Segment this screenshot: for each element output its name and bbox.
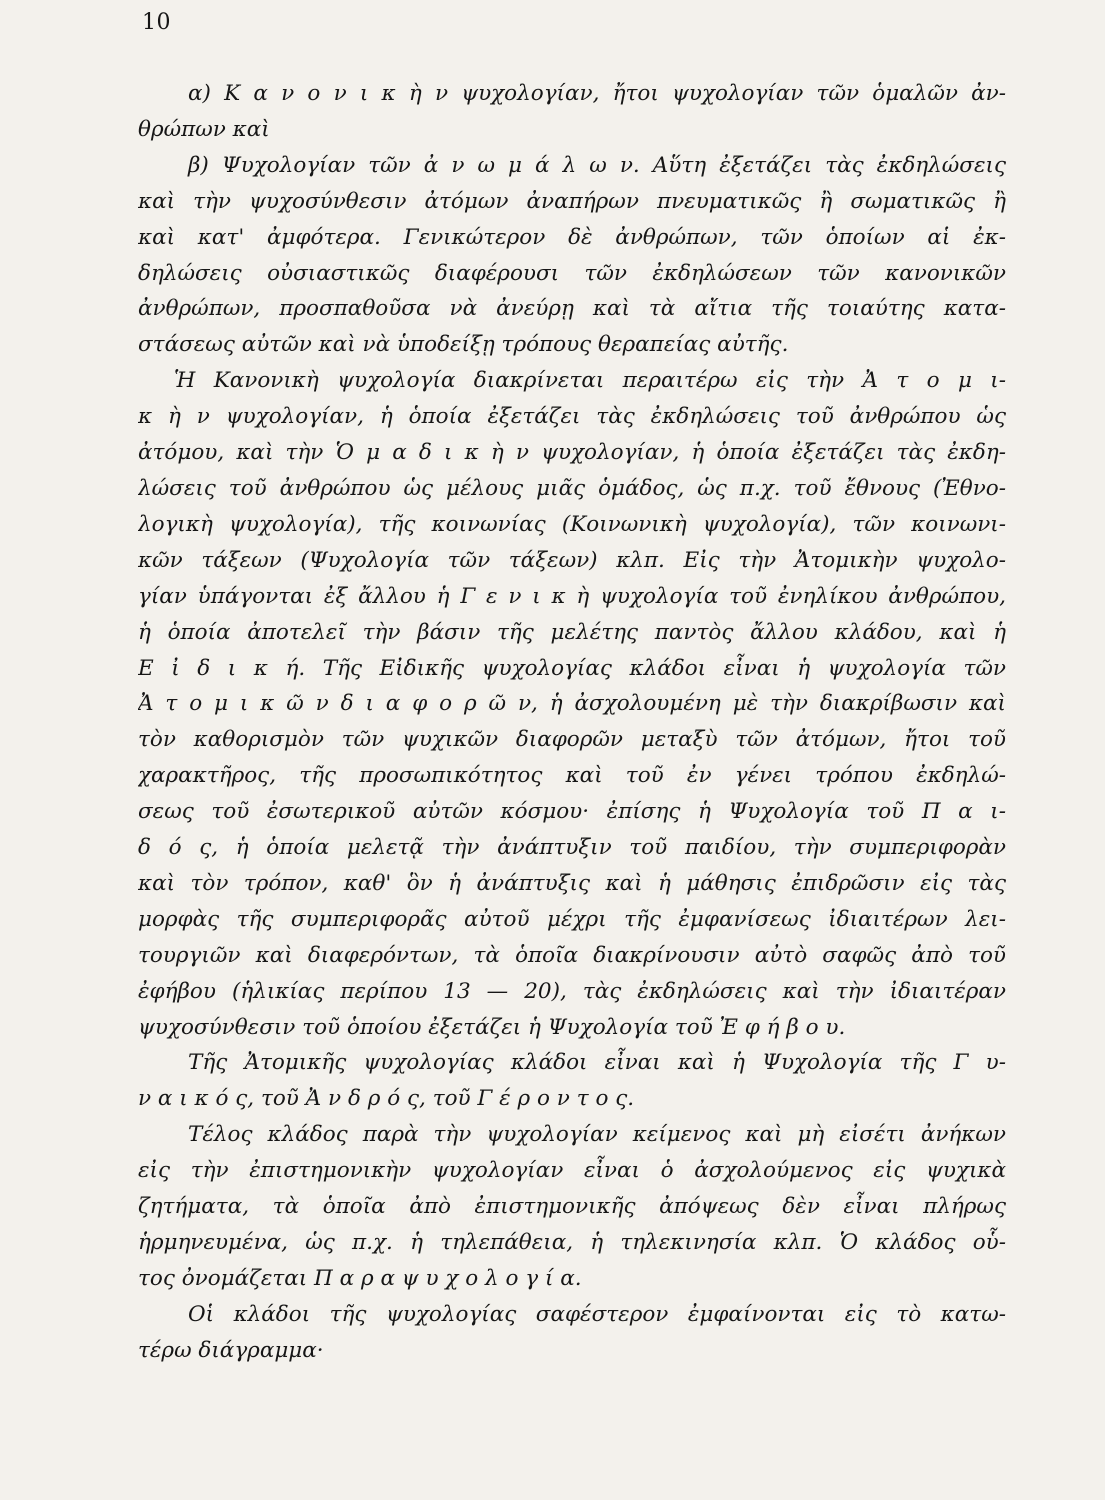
text-line: α) Κ α ν ο ν ι κ ὴ ν ψυχολογίαν, ἤτοι ψυχολογίαν τῶν ὁμαλῶν ἀν- bbox=[188, 81, 1006, 106]
text-line: ἀνθρώπων, προσπαθοῦσα νὰ ἀνεύρῃ καὶ τὰ αἴτια τῆς τοιαύτης κατα- bbox=[138, 296, 1006, 322]
text-line: καὶ κατ' ἀμφότερα. Γενικώτερον δὲ ἀνθρώπων, τῶν ὁποίων αἱ ἐκ- bbox=[138, 224, 1006, 250]
text-line: Ἡ Κανονικὴ ψυχολογία διακρίνεται περαιτέρω εἰς τὴν Ἀ τ ο μ ι- bbox=[174, 368, 1006, 394]
text-line: ἀτόμου, καὶ τὴν Ὁ μ α δ ι κ ὴ ν ψυχολογίαν, ἡ ὁποία ἐξετάζει τὰς ἐκδη- bbox=[138, 440, 1006, 466]
text-line: ν α ι κ ό ς, τοῦ Ἀ ν δ ρ ό ς, τοῦ Γ έ ρ ο ν τ ο ς. bbox=[138, 1086, 635, 1112]
text-line: κῶν τάξεων (Ψυχολογία τῶν τάξεων) κλπ. Εἰς τὴν Ἀτομικὴν ψυχολο- bbox=[138, 547, 1006, 573]
text-line: δ ό ς, ἡ ὁποία μελετᾷ τὴν ἀνάπτυξιν τοῦ παιδίου, τὴν συμπεριφορὰν bbox=[138, 835, 1006, 861]
text-line: καὶ τὸν τρόπον, καθ' ὃν ἡ ἀνάπτυξις καὶ ἡ μάθησις ἐπιδρῶσιν εἰς τὰς bbox=[138, 870, 1006, 896]
text-line: Τέλος κλάδος παρὰ τὴν ψυχολογίαν κείμενος καὶ μὴ εἰσέτι ἀνήκων bbox=[188, 1122, 1006, 1148]
text-line: ἡρμηνευμένα, ὡς π.χ. ἡ τηλεπάθεια, ἡ τηλεκινησία κλπ. Ὁ κλάδος οὗ- bbox=[138, 1230, 1006, 1255]
text-line: Τῆς Ἀτομικῆς ψυχολογίας κλάδοι εἶναι καὶ ἡ Ψυχολογία τῆς Γ υ- bbox=[188, 1050, 1006, 1076]
text-line: ἐφήβου (ἡλικίας περίπου 13 — 20), τὰς ἐκδηλώσεις καὶ τὴν ἰδιαιτέραν bbox=[138, 978, 1006, 1004]
text-line: στάσεως αὐτῶν καὶ νὰ ὑποδείξῃ τρόπους θεραπείας αὐτῆς. bbox=[138, 332, 789, 358]
page-number: 10 bbox=[142, 10, 171, 35]
text-line: τουργιῶν καὶ διαφερόντων, τὰ ὁποῖα διακρίνουσιν αὐτὸ σαφῶς ἀπὸ τοῦ bbox=[138, 942, 1006, 968]
text-line: ζητήματα, τὰ ὁποῖα ἀπὸ ἐπιστημονικῆς ἀπόψεως δὲν εἶναι πλήρως bbox=[138, 1194, 1006, 1220]
text-line: τὸν καθορισμὸν τῶν ψυχικῶν διαφορῶν μεταξὺ τῶν ἀτόμων, ἤτοι τοῦ bbox=[138, 727, 1006, 753]
text-line: χαρακτῆρος, τῆς προσωπικότητος καὶ τοῦ ἐν γένει τρόπου ἐκδηλώ- bbox=[138, 763, 1006, 789]
text-line: Ε ἰ δ ι κ ή. Τῆς Εἰδικῆς ψυχολογίας κλάδοι εἶναι ἡ ψυχολογία τῶν bbox=[138, 655, 1006, 681]
text-line: λογικὴ ψυχολογία), τῆς κοινωνίας (Κοινωνικὴ ψυχολογία), τῶν κοινωνι- bbox=[138, 511, 1006, 537]
text-line: τέρω διάγραμμα· bbox=[138, 1337, 324, 1363]
text-line: δηλώσεις οὐσιαστικῶς διαφέρουσι τῶν ἐκδηλώσεων τῶν κανονικῶν bbox=[138, 260, 1006, 286]
text-line: μορφὰς τῆς συμπεριφορᾶς αὐτοῦ μέχρι τῆς ἐμφανίσεως ἰδιαιτέρων λει- bbox=[138, 906, 1006, 932]
text-line: κ ὴ ν ψυχολογίαν, ἡ ὁποία ἐξετάζει τὰς ἐκδηλώσεις τοῦ ἀνθρώπου ὡς bbox=[138, 404, 1006, 430]
text-line: θρώπων καὶ bbox=[138, 116, 270, 142]
text-line: καὶ τὴν ψυχοσύνθεσιν ἀτόμων ἀναπήρων πνευματικῶς ἢ σωματικῶς ἢ bbox=[138, 188, 1006, 214]
text-line: ψυχοσύνθεσιν τοῦ ὁποίου ἐξετάζει ἡ Ψυχολογία τοῦ Ἐ φ ή β ο υ. bbox=[138, 1014, 846, 1040]
text-line: Ἀ τ ο μ ι κ ῶ ν δ ι α φ ο ρ ῶ ν, ἡ ἀσχολουμένη μὲ τὴν διακρίβωσιν καὶ bbox=[138, 691, 1006, 717]
text-line: λώσεις τοῦ ἀνθρώπου ὡς μέλους μιᾶς ὁμάδος, ὡς π.χ. τοῦ ἔθνους (Ἐθνο- bbox=[138, 475, 1006, 501]
text-line: γίαν ὑπάγονται ἐξ ἄλλου ἡ Γ ε ν ι κ ὴ ψυχολογία τοῦ ἐνηλίκου ἀνθρώπου, bbox=[138, 583, 1006, 609]
text-line: β) Ψυχολογίαν τῶν ἀ ν ω μ ά λ ω ν. Αὕτη ἐξετάζει τὰς ἐκδηλώσεις bbox=[188, 152, 1006, 178]
text-line: σεως τοῦ ἐσωτερικοῦ αὐτῶν κόσμου· ἐπίσης ἡ Ψυχολογία τοῦ Π α ι- bbox=[138, 799, 1006, 825]
body-text bbox=[138, 76, 1006, 1369]
text-line: Οἱ κλάδοι τῆς ψυχολογίας σαφέστερον ἐμφαίνονται εἰς τὸ κατω- bbox=[188, 1301, 1006, 1327]
text-line: ἡ ὁποία ἀποτελεῖ τὴν βάσιν τῆς μελέτης παντὸς ἄλλου κλάδου, καὶ ἡ bbox=[138, 619, 1006, 645]
text-line: εἰς τὴν ἐπιστημονικὴν ψυχολογίαν εἶναι ὁ ἀσχολούμενος εἰς ψυχικὰ bbox=[138, 1158, 1006, 1184]
text-line: τος ὀνομάζεται Π α ρ α ψ υ χ ο λ ο γ ί α. bbox=[138, 1265, 582, 1291]
